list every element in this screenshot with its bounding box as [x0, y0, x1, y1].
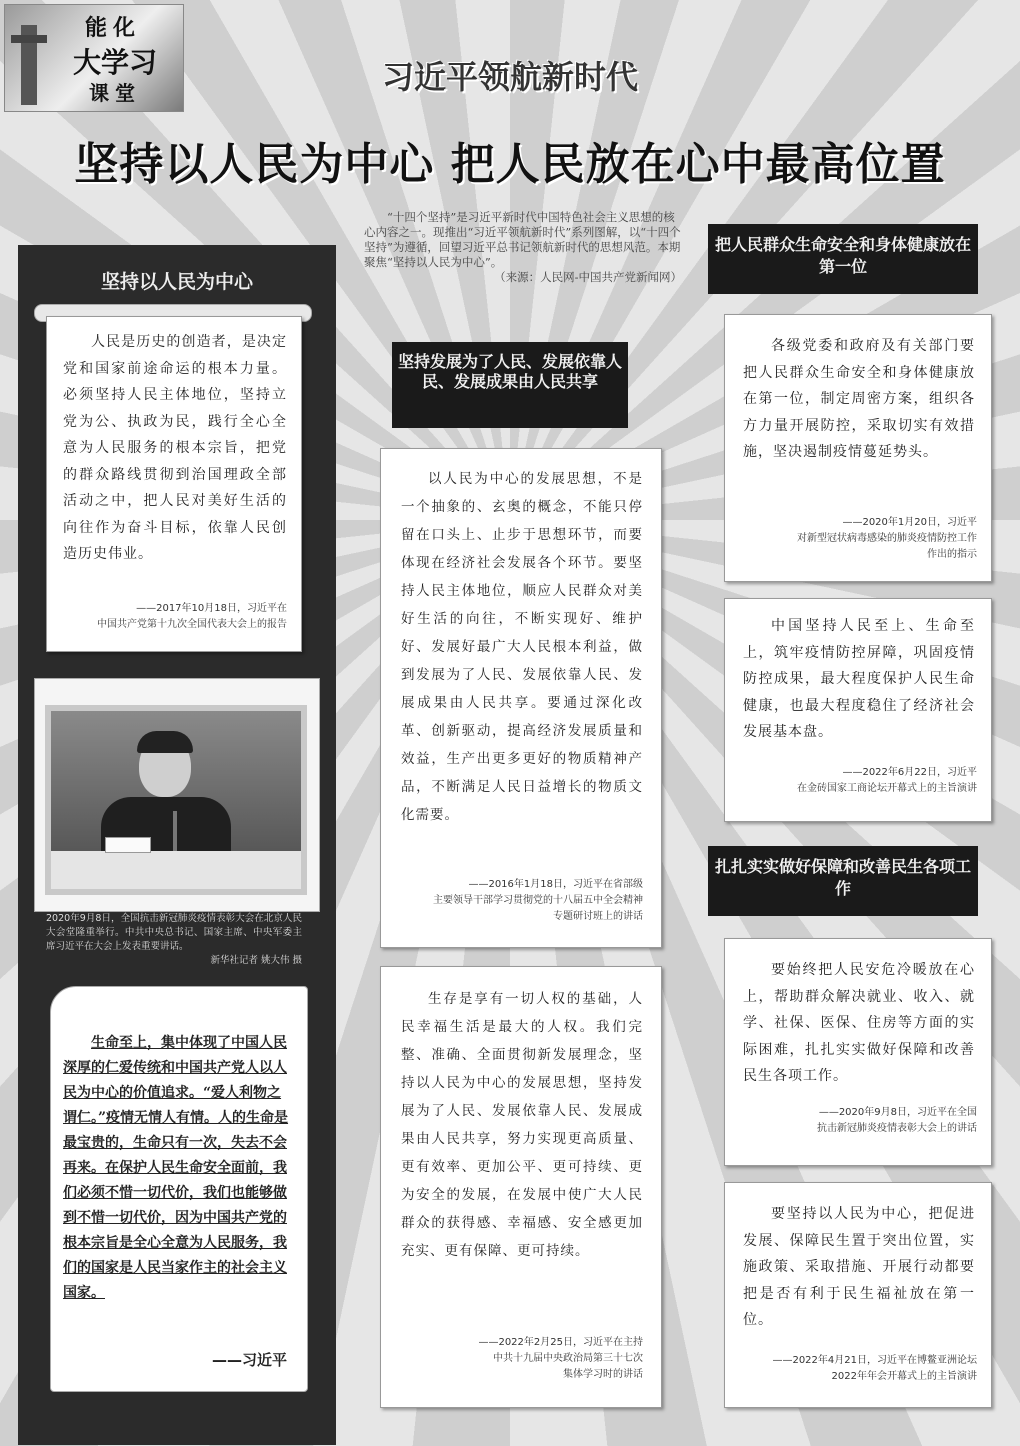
citation-line: 在金砖国家工商论坛开幕式上的主旨演讲 [797, 783, 977, 794]
right-card-2-text: 中国坚持人民至上、生命至上，筑牢疫情防控屏障，巩固疫情防控成果，最大程度保护人民生命健康，也最大程度稳住了经济社会发展基本盘。 [743, 618, 975, 740]
citation-line: 集体学习时的讲话 [563, 1369, 643, 1380]
citation-line: ——2017年10月18日，习近平在 [136, 603, 287, 614]
citation-line: ——2022年4月21日，习近平在博鳌亚洲论坛 [772, 1355, 977, 1366]
citation-line: 中国共产党第十九次全国代表大会上的报告 [97, 619, 287, 630]
middle-quote-card-2 [380, 966, 662, 1408]
left-card-citation [97, 601, 287, 633]
featured-quote-card [50, 986, 308, 1392]
citation-line: 对新型冠状病毒感染的肺炎疫情防控工作 [797, 533, 977, 544]
citation-line: 中共十九届中央政治局第三十七次 [493, 1353, 643, 1364]
name-plate [105, 837, 151, 853]
right-quote-card-2 [724, 598, 992, 822]
huabiao-pillar-icon [21, 25, 37, 105]
right-card-3-text: 要始终把人民安危冷暖放在心上，帮助群众解决就业、收入、就学、社保、医保、住房等方面的实际困难，扎扎实实做好保障和改善民生各项工作。 [743, 962, 975, 1084]
middle-card-1-citation [433, 877, 643, 925]
right-card-4-text: 要坚持以人民为中心，把促进发展、保障民生置于突出位置，实施政策、采取措施、开展行动都要把是否有利于民生福祉放在第一位。 [743, 1206, 975, 1328]
left-section-title: 坚持以人民为中心 [100, 271, 253, 293]
logo-line-3: 课堂 [89, 81, 141, 105]
right-section-tab-2: 扎扎实实做好保障和改善民生各项工作 [708, 846, 978, 916]
citation-line: ——2022年6月22日，习近平 [842, 767, 977, 778]
left-card-text: 人民是历史的创造者，是决定党和国家前途命运的根本力量。必须坚持人民主体地位，坚持立党为公、执政为民，践行全心全意为人民服务的根本宗旨，把党的群众路线贯彻到治国理政全部活动之中，把人民对美好生活的向往作为奋斗目标，依靠人民创造历史伟业。 [63, 334, 287, 562]
right-quote-card-4 [724, 1182, 992, 1408]
logo-line-1: 能化 [85, 16, 142, 41]
citation-line: 专题研讨班上的讲话 [553, 911, 643, 922]
page-headline: 坚持以人民为中心 把人民放在心中最高位置 [74, 139, 946, 190]
intro-text [364, 210, 682, 285]
logo-line-2: 大学习 [73, 46, 158, 79]
photo-caption [46, 912, 302, 968]
citation-line: 抗击新冠肺炎疫情表彰大会上的讲话 [817, 1123, 977, 1134]
photo-frame [34, 678, 320, 912]
middle-card-2-text: 生存是享有一切人权的基础，人民幸福生活是最大的人权。我们完整、准确、全面贯彻新发展理念，坚持以人民为中心的发展思想，坚持发展为了人民、发展依靠人民、发展成果由人民共享，努力实现更高质量、更有效率、更加公平、更可持续、更为安全的发展，在发展中使广大人民群众的获得感、幸福感、安全感更加充实、更有保障、更可持续。 [401, 991, 643, 1259]
middle-section-tab: 坚持发展为了人民、发展依靠人民、发展成果由人民共享 [392, 342, 628, 428]
middle-card-1-text: 以人民为中心的发展思想，不是一个抽象的、玄奥的概念，不能只停留在口头上、止步于思想环节，而要体现在经济社会发展各个环节。要坚持人民主体地位，顺应人民群众对美好生活的向往，不断实现好、维护好、发展好最广大人民根本利益，做到发展为了人民、发展依靠人民、发展成果由人民共享。要通过深化改革、创新驱动，提高经济发展质量和效益，生产出更多更好的物质精神产品，不断满足人民日益增长的物质文化需要。 [401, 471, 643, 823]
right-card-3-citation [817, 1105, 977, 1137]
right-card-4-citation [772, 1353, 977, 1385]
featured-quote-text: 生命至上，集中体现了中国人民深厚的仁爱传统和中国共产党人以人民为中心的价值追求。“爱人利物之谓仁。”疫情无情人有情。人的生命是最宝贵的，生命只有一次，失去不会再来。在保护人民生命安全面前，我们必须不惜一切代价，我们也能够做到不惜一切代价，因为中国共产党的根本宗旨是全心全意为人民服务，我们的国家是人民当家作主的社会主义国家。 [63, 1035, 289, 1301]
intro-source: （来源：人民网-中国共产党新闻网） [494, 270, 682, 284]
intro-body: “十四个坚持”是习近平新时代中国特色社会主义思想的核心内容之一。现推出“习近平领航新时代”系列图解，以“十四个坚持”为遵循，回望习近平总书记领航新时代的思想风范。本期聚焦“坚持以人民为中心”。 [364, 210, 681, 269]
right-card-1-citation [797, 515, 977, 563]
middle-quote-card-1 [380, 448, 662, 948]
left-quote-card [46, 316, 302, 652]
speech-photo [45, 705, 307, 895]
photo-caption-text: 2020年9月8日，全国抗击新冠肺炎疫情表彰大会在北京人民大会堂隆重举行。中共中央总书记、国家主席、中央军委主席习近平在大会上发表重要讲话。 [46, 913, 302, 952]
citation-line: 2022年年会开幕式上的主旨演讲 [831, 1371, 977, 1382]
citation-line: ——2020年1月20日，习近平 [842, 517, 977, 528]
right-quote-card-3 [724, 938, 992, 1166]
citation-line: 作出的指示 [927, 549, 977, 560]
microphone-icon [173, 811, 177, 855]
right-card-2-citation [797, 765, 977, 797]
middle-card-2-citation [478, 1335, 643, 1383]
photo-credit: 新华社记者 姚大伟 摄 [210, 955, 302, 966]
featured-quote-signature: ——习近平 [211, 1351, 287, 1369]
series-title: 习近平领航新时代 [381, 58, 638, 96]
right-quote-card-1 [724, 314, 992, 582]
citation-line: ——2020年9月8日，习近平在全国 [818, 1107, 977, 1118]
citation-line: 主要领导干部学习贯彻党的十八届五中全会精神 [433, 895, 643, 906]
right-section-tab-1: 把人民群众生命安全和身体健康放在第一位 [708, 224, 978, 294]
column-logo [4, 4, 184, 112]
right-card-1-text: 各级党委和政府及有关部门要把人民群众生命安全和身体健康放在第一位，制定周密方案，组织各方力量开展防控，采取切实有效措施，坚决遏制疫情蔓延势头。 [743, 338, 975, 460]
citation-line: ——2022年2月25日，习近平在主持 [478, 1337, 643, 1348]
citation-line: ——2016年1月18日，习近平在省部级 [468, 879, 643, 890]
